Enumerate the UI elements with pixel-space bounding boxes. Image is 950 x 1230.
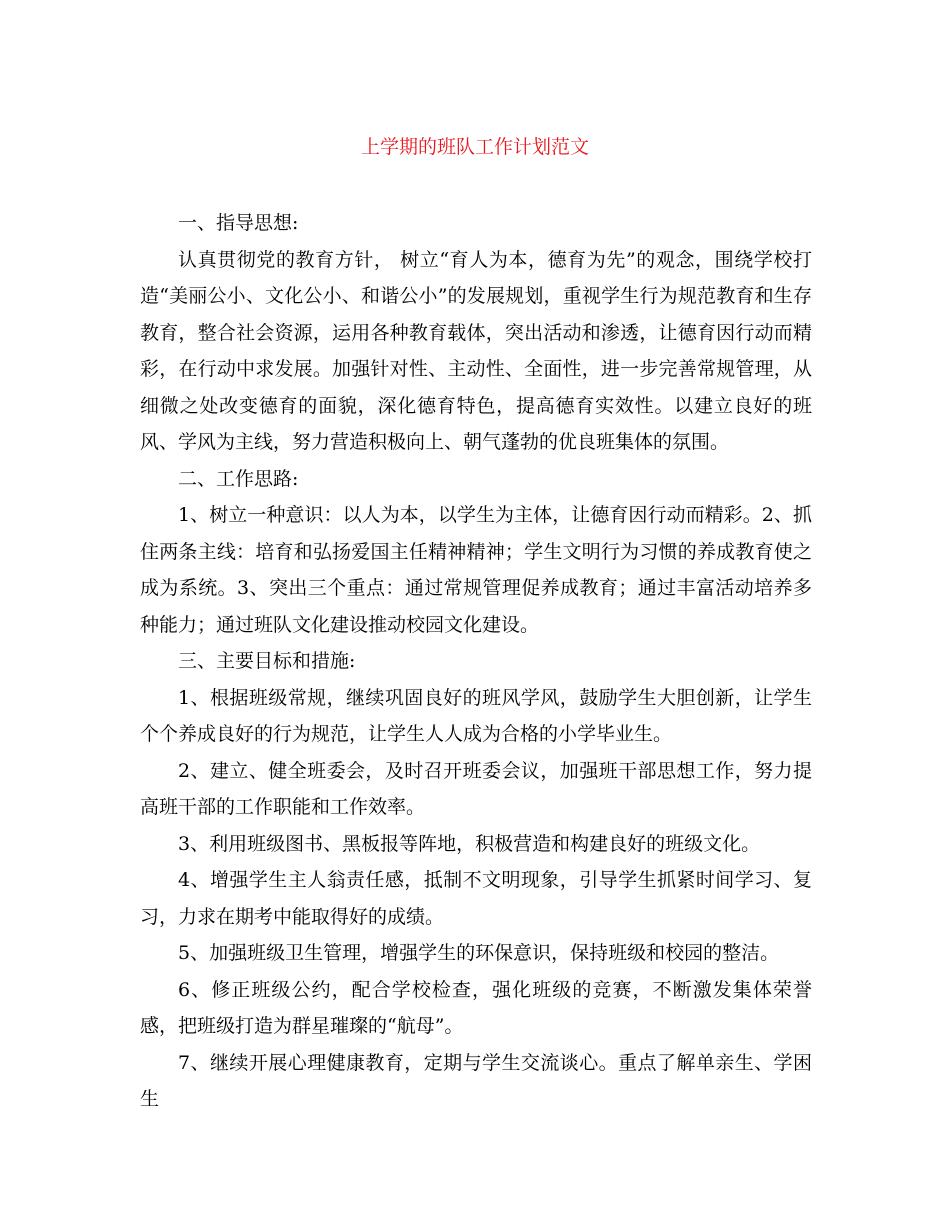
list-item-measure-2: 2、建立、健全班委会，及时召开班委会议，加强班干部思想工作，努力提高班干部的工作职能和工作效率。 <box>140 759 812 818</box>
list-item-measure-3: 3、利用班级图书、黑板报等阵地，积极营造和构建良好的班级文化。 <box>178 832 761 855</box>
paragraph-guiding-ideology: 认真贯彻党的教育方针， 树立“育人为本，德育为先”的观念，围绕学校打造“美丽公小、文化公小、和谐公小”的发展规划，重视学生行为规范教育和生存教育，整合社会资源，运用各种教育载体，突出活动和渗透，让德育因行动而精彩，在行动中求发展。加强针对性、主动性、全面性，进一步完善常规管理，从细微之处改变德育的面貌，深化德育特色，提高德育实效性。以建立良好的班风、学风为主线，努力营造积极向上、朝气蓬勃的优良班集体的氛围。 <box>140 248 812 453</box>
document-title: 上学期的班队工作计划范文 <box>360 136 589 158</box>
list-item-measure-4: 4、增强学生主人翁责任感，抵制不文明现象，引导学生抓紧时间学习、复习，力求在期考中能取得好的成绩。 <box>140 869 812 928</box>
document-body <box>140 205 812 1118</box>
heading-work-approach: 二、工作思路: <box>178 467 299 490</box>
list-item-measure-1: 1、根据班级常规，继续巩固良好的班风学风，鼓励学生大胆创新，让学生个个养成良好的行为规范，让学生人人成为合格的小学毕业生。 <box>140 686 812 745</box>
list-item-measure-7: 7、继续开展心理健康教育，定期与学生交流谈心。重点了解单亲生、学困生 <box>140 1051 812 1110</box>
list-item-measure-5: 5、加强班级卫生管理，增强学生的环保意识，保持班级和校园的整洁。 <box>178 942 780 964</box>
heading-goals-measures: 三、主要目标和措施: <box>178 650 356 672</box>
list-item-measure-6: 6、修正班级公约，配合学校检查，强化班级的竞赛，不断激发集体荣誉感，把班级打造为群星璀璨的“航母”。 <box>140 978 812 1037</box>
paragraph-work-approach: 1、树立一种意识：以人为本，以学生为主体，让德育因行动而精彩。2、抓住两条主线：培育和弘扬爱国主任精神精神；学生文明行为习惯的养成教育使之成为系统。3、突出三个重点：通过常规管理促养成教育；通过丰富活动培养多种能力；通过班队文化建设推动校园文化建设。 <box>140 504 812 636</box>
heading-guiding-ideology: 一、指导思想: <box>178 212 299 234</box>
